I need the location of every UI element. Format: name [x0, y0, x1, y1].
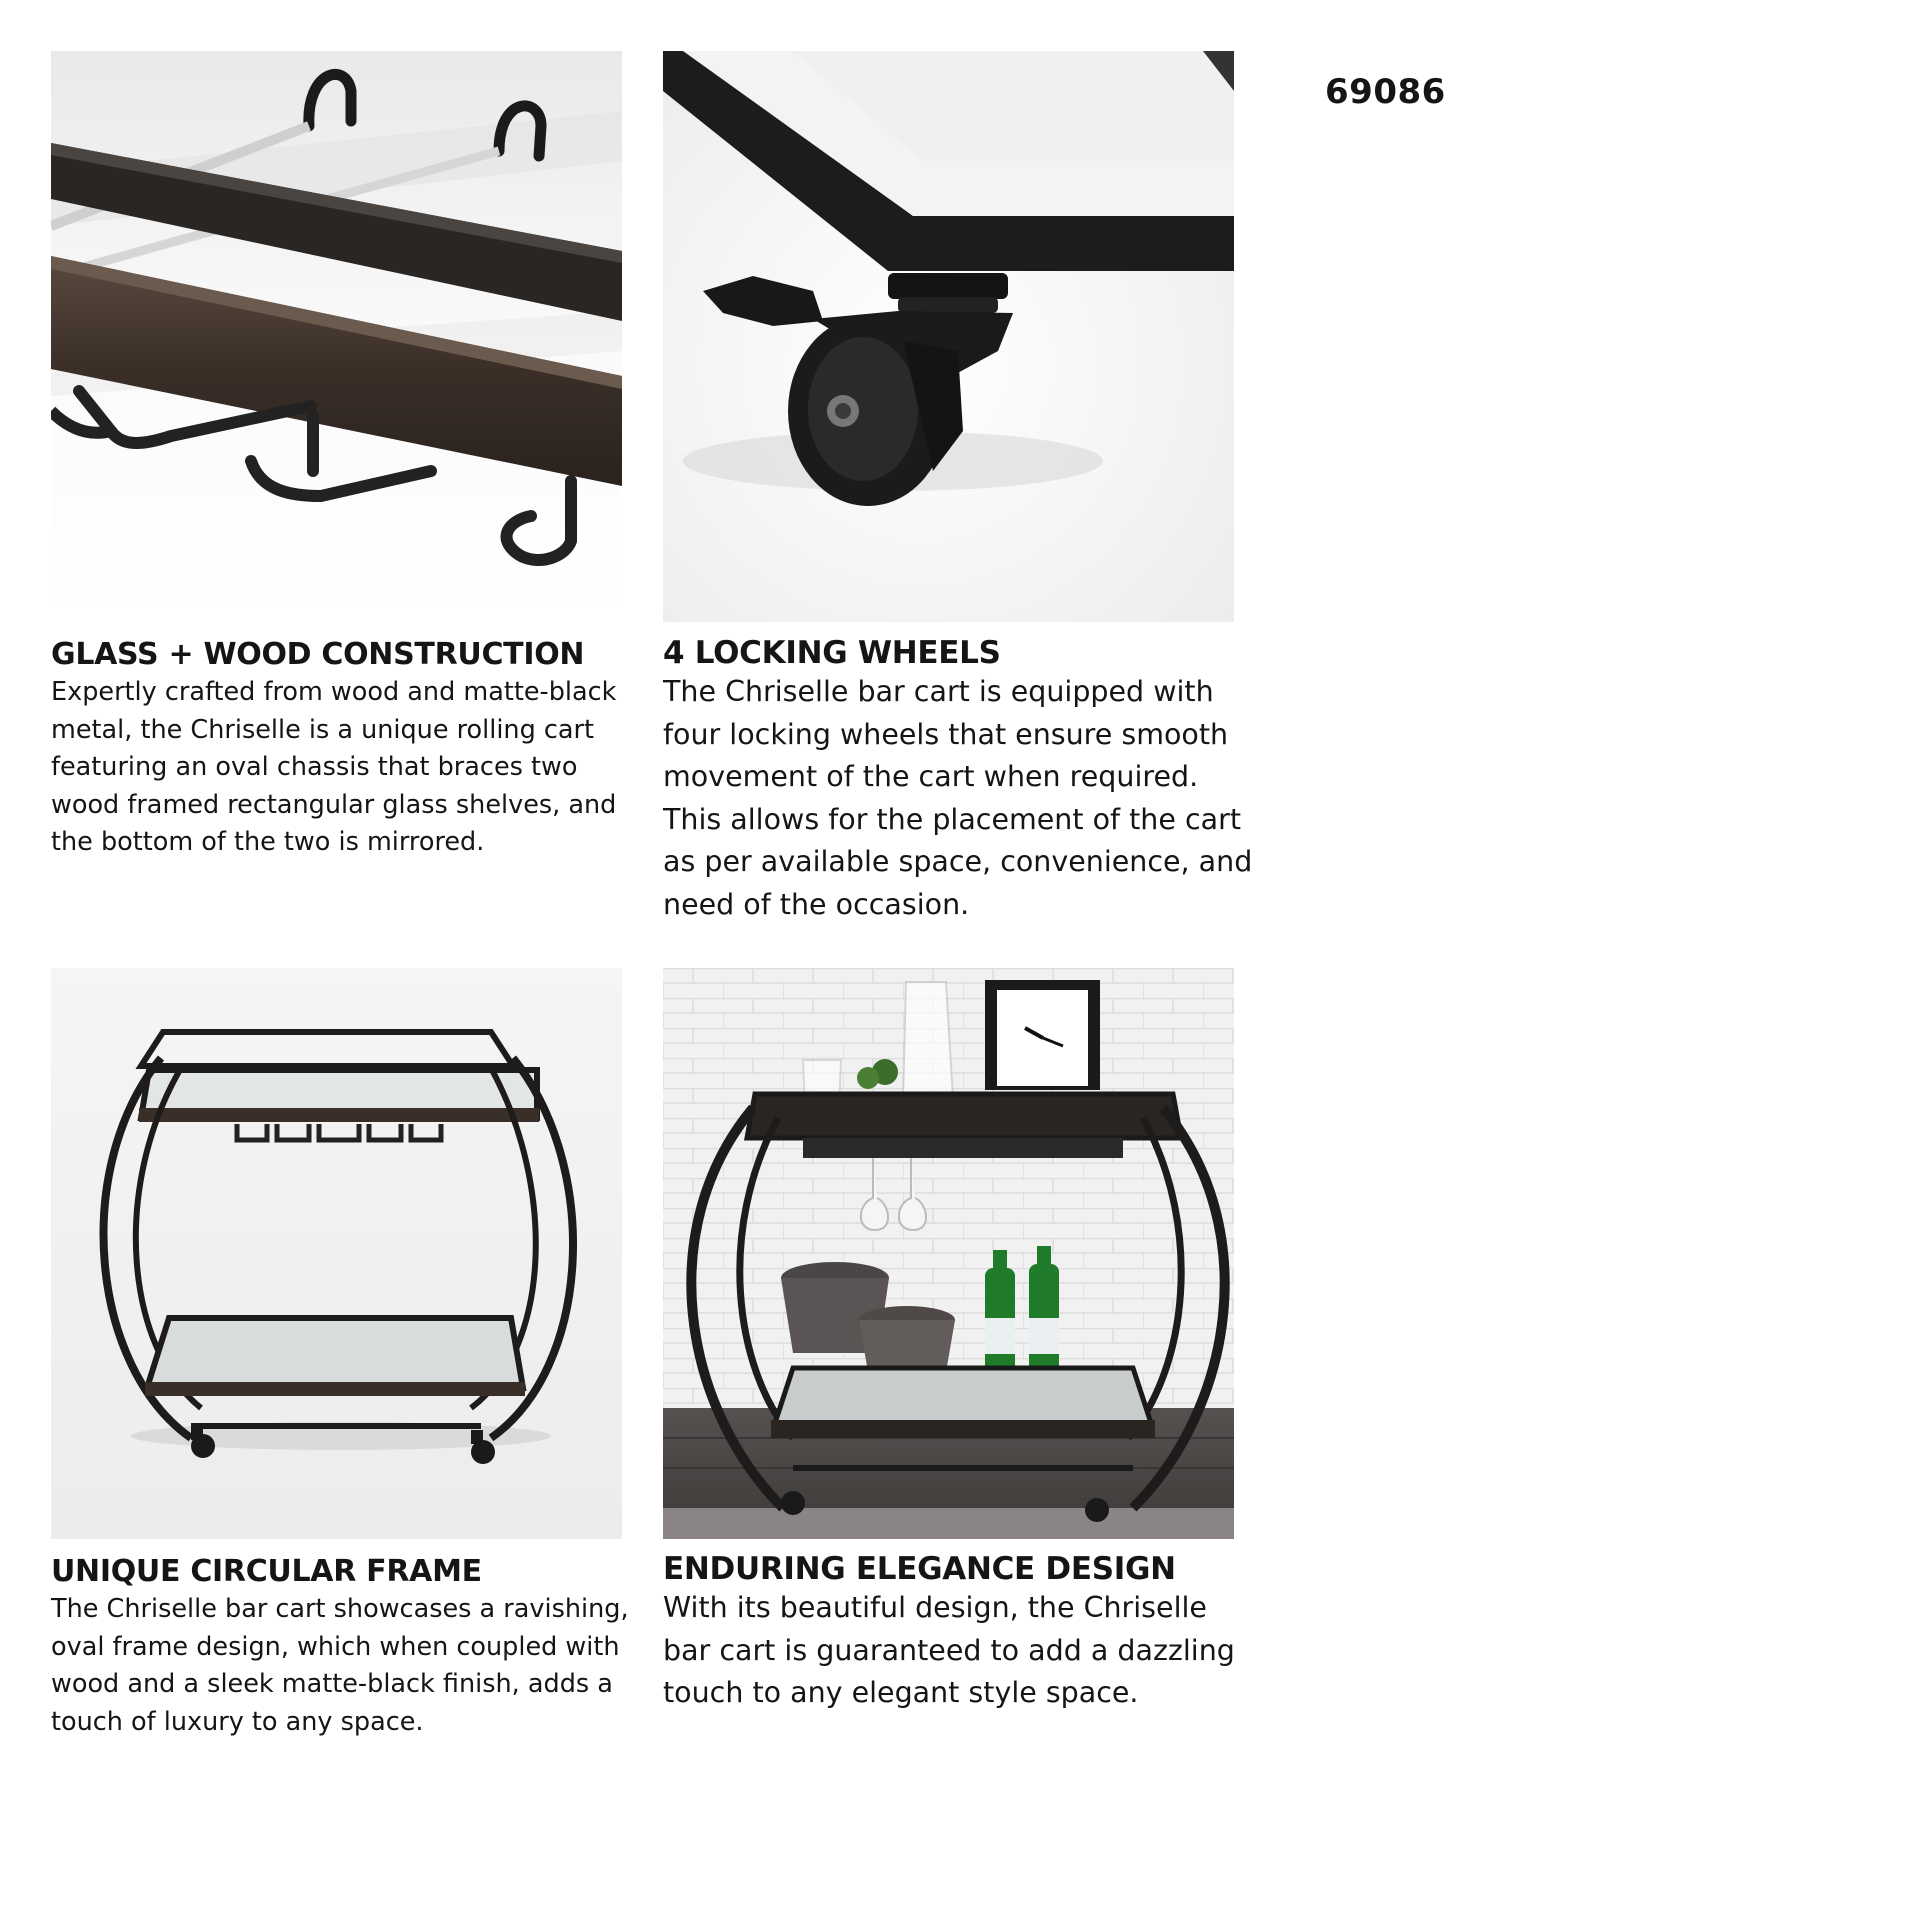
feature-circular-frame — [51, 1554, 629, 1741]
cart-studio-image — [51, 968, 622, 1539]
feature-heading: ENDURING ELEGANCE DESIGN — [663, 1551, 1176, 1587]
feature-text-line: With its beautiful design, the Chriselle — [663, 1591, 1207, 1624]
cart-lifestyle-image — [663, 968, 1234, 1539]
feature-text-line: bar cart is guaranteed to add a dazzling — [663, 1633, 1235, 1667]
feature-text-line: the bottom of the two is mirrored. — [51, 827, 485, 857]
product-sku: 69086 — [1325, 72, 1446, 112]
feature-text-line: movement of the cart when required. — [663, 760, 1199, 793]
feature-locking-wheels — [663, 635, 1253, 926]
feature-text-line: This allows for the placement of the cart — [663, 802, 1241, 836]
photo-glass-wood-detail — [51, 51, 622, 622]
photo-styled-cart-room — [663, 968, 1234, 1539]
photo-locking-wheel-detail — [663, 51, 1234, 622]
photo-circular-frame-cart — [51, 968, 622, 1539]
feature-heading: GLASS + WOOD CONSTRUCTION — [51, 637, 585, 672]
locking-wheel-image — [663, 51, 1234, 622]
feature-elegance-design — [663, 1551, 1238, 1715]
glass-rack-detail-image — [51, 51, 622, 622]
feature-text-line: The Chriselle bar cart showcases a ravishing, — [51, 1594, 629, 1624]
feature-text-line: touch to any elegant style space. — [663, 1676, 1139, 1709]
feature-glass-wood — [51, 637, 626, 862]
feature-text-line: touch of luxury to any space. — [51, 1706, 424, 1737]
feature-heading: UNIQUE CIRCULAR FRAME — [51, 1554, 482, 1589]
feature-text-line: four locking wheels that ensure smooth — [663, 717, 1229, 751]
feature-heading: 4 LOCKING WHEELS — [663, 635, 1001, 671]
feature-text-line: oval frame design, which when coupled with — [51, 1631, 620, 1662]
feature-text-line: as per available space, convenience, and — [663, 845, 1253, 878]
feature-text-line: wood framed rectangular glass shelves, and — [51, 789, 617, 820]
feature-text-line: The Chriselle bar cart is equipped with — [663, 675, 1214, 708]
feature-text-line: metal, the Chriselle is a unique rolling cart — [51, 714, 594, 745]
feature-text-line: need of the occasion. — [663, 887, 970, 921]
feature-text-line: wood and a sleek matte-black finish, adds a — [51, 1669, 613, 1699]
feature-text-line: Expertly crafted from wood and matte-black — [51, 677, 617, 707]
feature-text-line: featuring an oval chassis that braces two — [51, 752, 578, 782]
